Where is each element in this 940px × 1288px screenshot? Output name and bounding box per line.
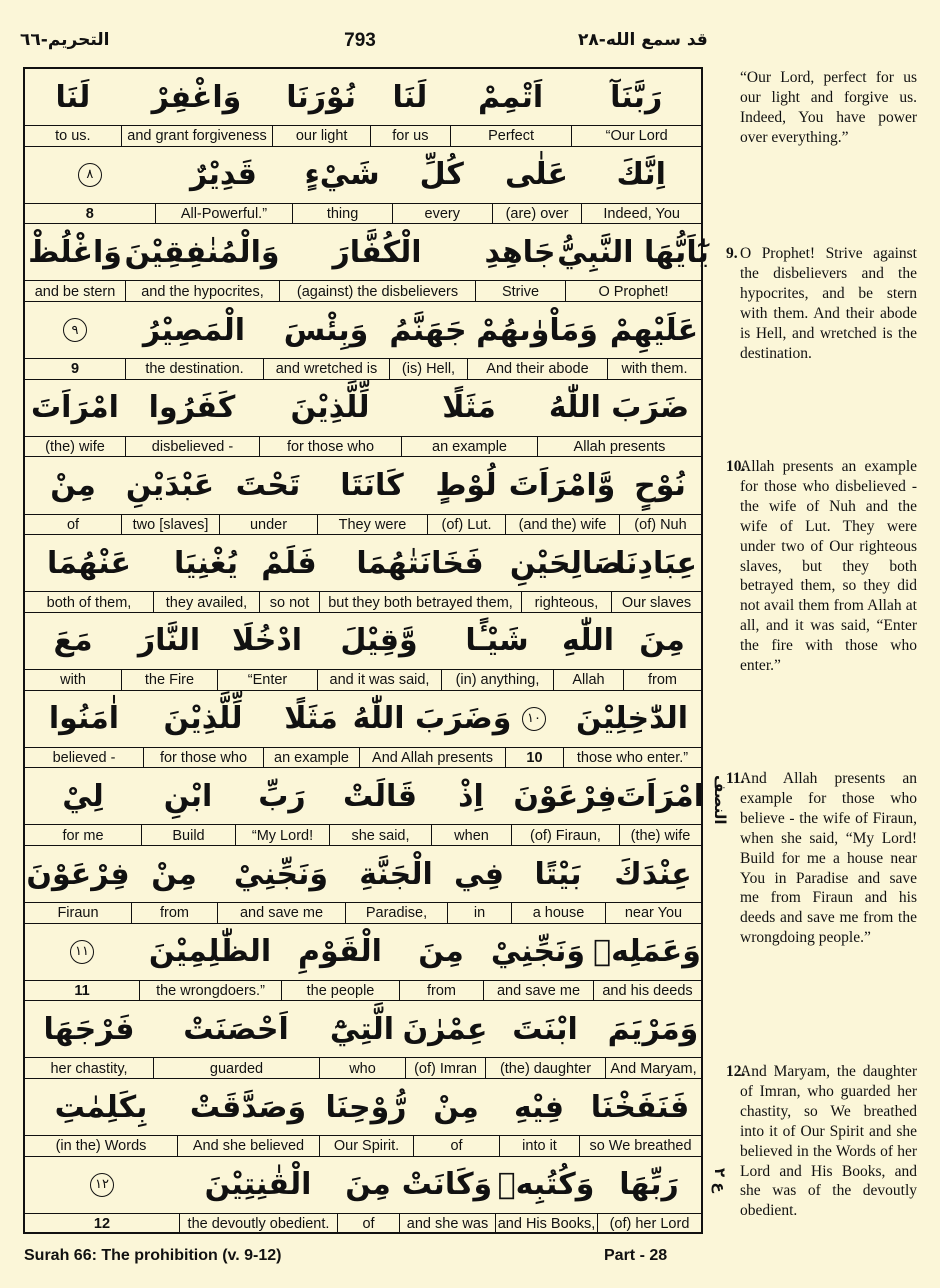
verse-number: 9. (726, 245, 738, 262)
arabic-word: الْجَنَّةِ (359, 856, 433, 892)
english-gloss: disbelieved - (125, 437, 259, 458)
arabic-word: لَنَا (392, 79, 428, 115)
arabic-word: الْقَوْمِ (298, 934, 382, 970)
english-gloss: And she believed (177, 1136, 319, 1157)
verse-end-marker: ١٠ (505, 691, 563, 747)
english-gloss: with (60, 672, 86, 689)
verse-number: 11. (726, 770, 745, 787)
english-gloss: And Allah presents (359, 748, 505, 769)
english-row (25, 902, 701, 924)
arabic-word: رَبَّنَآ (610, 79, 663, 115)
arabic-word: قَالَتْ (343, 778, 417, 814)
english-gloss: from (399, 981, 483, 1002)
arabic-word: مِنْ (433, 1089, 479, 1125)
grid-line (25, 302, 701, 380)
english-gloss: 11 (74, 983, 90, 1000)
arabic-word: مِنْ (151, 856, 197, 892)
word-by-word-grid (23, 67, 709, 1234)
page-number: 793 (344, 30, 376, 51)
grid-line (25, 458, 701, 536)
english-gloss: of (66, 516, 80, 533)
verse-end-marker: ٨ (25, 147, 155, 203)
arabic-word: بِكَلِمٰتِ (54, 1089, 148, 1125)
arabic-word: فَخَانَتٰهُمَا (356, 545, 484, 581)
grid-line (25, 224, 709, 302)
english-gloss: Strive (475, 281, 565, 302)
arabic-word: يٰٓاَيُّهَا النَّبِيُّ (557, 234, 709, 270)
english-gloss: “My Lord! (235, 825, 329, 846)
arabic-word: عِمْرٰنَ (402, 1011, 488, 1047)
english-gloss: the Fire (121, 670, 217, 691)
translation-text: And Maryam, the daughter of Imran, who guarded her chastity, so We breathed into it of Our Spirit and she believed in the Words of her Lord and His Books, and she was of the devoutly obedient. (740, 1063, 917, 1220)
grid-line (25, 846, 701, 924)
arabic-word: الْكُفَّارَ (332, 234, 422, 270)
english-gloss: Perfect (450, 126, 572, 147)
english-gloss: the wrongdoers.” (139, 981, 281, 1002)
grid-line (25, 691, 701, 769)
arabic-word: لِيْ (62, 778, 104, 814)
grid-line (25, 535, 701, 613)
english-gloss: near You (605, 903, 701, 924)
grid-line (25, 69, 701, 147)
translation-text: And Allah presents an example for those who believe - the wife of Firaun, when she said, “My Lord! Build for me a house near You in Paradise and save me from Firaun and his deeds and save me from the wrongdoing people.” (740, 770, 917, 947)
arabic-word: اِنَّكَ (616, 157, 666, 193)
english-gloss: so not (259, 592, 319, 613)
grid-line (25, 613, 701, 691)
verse-end-marker: ١١ (25, 924, 139, 980)
english-gloss: of (413, 1136, 499, 1157)
arabic-word: رَبِّهَا (619, 1167, 679, 1203)
english-gloss: (is) Hell, (389, 359, 467, 380)
english-gloss: for those who (143, 748, 263, 769)
english-gloss: (of) Firaun, (511, 825, 619, 846)
grid-line (25, 1001, 701, 1079)
arabic-word: الْمَصِيْرُ (142, 312, 246, 348)
arabic-word: الدّٰخِلِيْنَ (576, 701, 688, 737)
arabic-word: ضَرَبَ اللّٰهُ (548, 390, 690, 426)
arabic-word: مَثَلًا (284, 701, 338, 737)
arabic-word: وَّامْرَاَتَ (508, 468, 616, 503)
arabic-word: مَعَ (53, 623, 93, 659)
arabic-word: عِنْدَكَ (614, 856, 692, 892)
english-gloss: who (319, 1058, 405, 1079)
english-gloss: Firaun (57, 905, 99, 922)
header-surah-arabic: التحريم-٦٦ (20, 30, 110, 50)
english-gloss: Allah (553, 670, 623, 691)
english-row (25, 1213, 701, 1235)
english-gloss: and be stern (34, 283, 116, 300)
english-row (25, 1135, 701, 1157)
arabic-row (25, 1079, 701, 1135)
english-gloss: and she was (399, 1214, 495, 1235)
arabic-row (25, 846, 701, 902)
english-row (25, 591, 701, 613)
arabic-word: مِنَ (418, 934, 464, 970)
english-row (25, 514, 701, 536)
arabic-word: عِبَادِنَا (615, 545, 697, 581)
arabic-word: الْقٰنِتِيْنَ (204, 1167, 312, 1203)
arabic-word: قَدِيْرٌ (189, 157, 257, 193)
margin-half-marker: النصف (711, 775, 729, 825)
arabic-word: تَحْتَ (235, 468, 301, 503)
english-gloss: (the) wife (45, 439, 105, 456)
english-gloss: thing (292, 204, 392, 225)
english-row (25, 436, 701, 458)
translation-text: O Prophet! Strive against the disbelievers and the hypocrites, and be stern with them. And their abode is Hell, and wretched is the destination. (740, 245, 917, 362)
english-gloss: And Maryam, (605, 1058, 701, 1079)
english-gloss: 10 (505, 748, 563, 769)
english-gloss: (and the) wife (505, 515, 619, 536)
arabic-word: رُّوْحِنَا (325, 1089, 407, 1125)
arabic-word: وَبِئْسَ (283, 312, 369, 348)
arabic-word: رَبِّ (258, 778, 306, 814)
grid-line (25, 147, 701, 225)
arabic-word: ادْخُلَا (231, 623, 303, 659)
english-gloss: 8 (85, 206, 94, 223)
arabic-word: عَلَيْهِمْ (609, 312, 699, 348)
arabic-word: نُوْحٍ (634, 468, 686, 503)
arabic-word: مَثَلًا (442, 390, 496, 426)
arabic-word: اَحْصَنَتْ (183, 1011, 289, 1047)
english-gloss: but they both betrayed them, (319, 592, 521, 613)
arabic-word: فِرْعَوْنَ (513, 778, 617, 814)
english-row (25, 980, 701, 1002)
translation-12 (726, 1062, 917, 1221)
arabic-row (25, 69, 701, 125)
english-gloss: to us. (55, 128, 91, 145)
arabic-row (25, 302, 701, 358)
arabic-word: فِرْعَوْنَ (26, 856, 130, 892)
english-gloss: Our slaves (611, 592, 701, 613)
arabic-word: وَنَجِّنِيْ (233, 856, 329, 892)
arabic-row (25, 380, 701, 436)
english-gloss: Our Spirit. (319, 1136, 413, 1157)
grid-line (25, 1157, 701, 1235)
arabic-word: بَيْتًا (534, 856, 582, 892)
arabic-word: وَنَجِّنِيْ (490, 934, 586, 970)
english-row (25, 1057, 701, 1079)
english-gloss: Indeed, You (581, 204, 701, 225)
arabic-row (25, 691, 701, 747)
arabic-word: نُوْرَنَا (286, 79, 357, 115)
arabic-word: عَبْدَيْنِ (125, 468, 215, 503)
grid-line (25, 768, 704, 846)
english-gloss: (in) anything, (441, 670, 553, 691)
english-gloss: an example (401, 437, 537, 458)
verse-end-marker: ١٢ (25, 1157, 179, 1213)
translation-text: “Our Lord, perfect for us our light and forgive us. Indeed, You have power over everything.” (740, 69, 917, 146)
arabic-word: وَضَرَبَ اللّٰهُ (352, 701, 512, 737)
english-gloss: O Prophet! (565, 281, 701, 302)
english-gloss: every (392, 204, 492, 225)
english-gloss: her chastity, (50, 1060, 128, 1077)
arabic-word: فَلَمْ (261, 545, 317, 581)
arabic-row (25, 535, 701, 591)
arabic-word: لِّلَّذِيْنَ (163, 701, 243, 737)
english-gloss: They were (317, 515, 427, 536)
english-gloss: and his deeds (593, 981, 701, 1002)
footer-surah-info: Surah 66: The prohibition (v. 9-12) (24, 1247, 282, 1264)
english-gloss: 12 (93, 1216, 111, 1233)
english-gloss: the devoutly obedient. (179, 1214, 337, 1235)
arabic-word: عَلٰى (504, 157, 569, 193)
translation-9 (726, 244, 917, 363)
arabic-word: وَالْمُنٰفِقِيْنَ (124, 234, 280, 270)
arabic-word: امْرَاَتَ (616, 778, 704, 814)
arabic-word: وَمَاْوٰىهُمْ (476, 312, 598, 348)
arabic-word: لَنَا (55, 79, 91, 115)
arabic-word: وَّقِيْلَ (340, 623, 418, 659)
english-row (25, 203, 701, 225)
english-gloss: and grant forgiveness (121, 126, 273, 147)
english-gloss: Allah presents (537, 437, 701, 458)
english-gloss: of (337, 1214, 399, 1235)
arabic-word: وَصَدَّقَتْ (189, 1089, 307, 1125)
arabic-row (25, 768, 704, 824)
english-row (25, 125, 701, 147)
english-row (25, 824, 701, 846)
arabic-word: صَالِحَيْنِ (509, 545, 623, 581)
english-gloss: for me (62, 827, 104, 844)
english-gloss: And their abode (467, 359, 607, 380)
header-juz-arabic: قد سمع الله-٢٨ (578, 30, 708, 50)
english-gloss: and His Books, (495, 1214, 597, 1235)
english-gloss: (of) Lut. (427, 515, 505, 536)
english-gloss: righteous, (521, 592, 611, 613)
english-gloss: Paradise, (345, 903, 447, 924)
english-gloss: guarded (153, 1058, 319, 1079)
english-gloss: and save me (483, 981, 593, 1002)
english-gloss: and wretched is (263, 359, 389, 380)
english-gloss: she said, (329, 825, 431, 846)
english-gloss: and save me (217, 903, 345, 924)
english-gloss: in (447, 903, 511, 924)
margin-ruku-marker: ع ٢ (711, 1167, 729, 1193)
translation-8 (740, 68, 917, 148)
arabic-word: ابْنِ (163, 778, 213, 814)
arabic-word: اللّٰهِ (562, 623, 614, 659)
english-gloss: believed - (52, 749, 116, 766)
arabic-word: شَيْـًٔا (465, 623, 529, 659)
arabic-word: النَّارَ (137, 623, 201, 659)
english-gloss: into it (499, 1136, 579, 1157)
verse-number: 10. (726, 458, 746, 475)
verse-number: 12. (726, 1063, 746, 1080)
arabic-word: كَانَتَا (340, 468, 404, 503)
english-gloss: when (431, 825, 511, 846)
english-gloss: for us (370, 126, 450, 147)
arabic-row (25, 458, 701, 514)
arabic-word: امْرَاَتَ (31, 390, 119, 426)
arabic-word: اٰمَنُوا (48, 701, 120, 737)
english-gloss: (of) her Lord (597, 1214, 701, 1235)
arabic-row (25, 147, 701, 203)
english-gloss: (against) the disbelievers (279, 281, 475, 302)
arabic-row (25, 224, 709, 280)
english-gloss: (in the) Words (55, 1138, 147, 1155)
english-gloss: the destination. (125, 359, 263, 380)
english-gloss: “Our Lord (571, 126, 701, 147)
english-gloss: a house (511, 903, 605, 924)
footer-part: Part - 28 (604, 1247, 668, 1264)
english-gloss: they availed, (153, 592, 259, 613)
arabic-word: الظّٰلِمِيْنَ (148, 934, 272, 970)
translation-text: Allah presents an example for those who disbelieved - the wife of Nuh and the wife of Lut. They were under two of Our righteous slaves, but they both betrayed them, so they did not avail them from Allah at all, and it was said, “Enter the fire with those who enter.” (740, 458, 917, 675)
arabic-word: لِّلَّذِيْنَ (290, 390, 370, 426)
arabic-word: لُوْطٍ (435, 468, 497, 503)
english-gloss: from (623, 670, 701, 691)
english-gloss: both of them, (46, 594, 132, 611)
arabic-row (25, 924, 701, 980)
arabic-word: فِيْهِ (513, 1089, 565, 1125)
english-gloss: our light (272, 126, 370, 147)
english-gloss: 9 (70, 361, 80, 378)
english-gloss: and it was said, (317, 670, 441, 691)
arabic-word: وَعَمَلِهٖ (593, 934, 701, 970)
arabic-word: كَفَرُوا (148, 390, 236, 426)
english-gloss: those who enter.” (563, 748, 701, 769)
arabic-row (25, 1157, 701, 1213)
arabic-word: اَتْمِمْ (477, 79, 544, 115)
english-gloss: for those who (259, 437, 401, 458)
arabic-word: فِي (454, 856, 504, 892)
english-gloss: and the hypocrites, (125, 281, 279, 302)
arabic-word: عَنْهُمَا (47, 545, 131, 581)
arabic-word: اِذْ (458, 778, 484, 814)
arabic-word: جَاهِدِ (484, 234, 556, 270)
arabic-word: جَهَنَّمُ (389, 312, 467, 348)
grid-line (25, 1079, 701, 1157)
arabic-word: مِنْ (50, 468, 96, 503)
english-gloss: with them. (607, 359, 701, 380)
arabic-word: وَاغْفِرْ (151, 79, 242, 115)
english-gloss: Build (141, 825, 235, 846)
english-gloss: (are) over (492, 204, 582, 225)
translation-10 (726, 457, 917, 676)
arabic-word: ابْنَتَ (512, 1011, 578, 1047)
english-gloss: (of) Imran (405, 1058, 485, 1079)
verse-end-marker: ٩ (25, 302, 125, 358)
arabic-word: شَيْءٍ (304, 157, 380, 193)
english-row (25, 358, 701, 380)
english-gloss: (the) wife (619, 825, 701, 846)
arabic-word: وَاغْلُظْ (28, 234, 122, 270)
arabic-word: فَنَفَخْنَا (590, 1089, 690, 1125)
arabic-word: الَّتِيْٓ (329, 1011, 395, 1047)
english-row (25, 280, 701, 302)
english-gloss: (of) Nuh (619, 515, 701, 536)
arabic-word: فَرْجَهَا (43, 1011, 135, 1047)
arabic-word: وَكُتُبِهٖ (497, 1167, 595, 1203)
grid-line (25, 380, 701, 458)
arabic-word: وَكَانَتْ (401, 1167, 493, 1203)
arabic-word: مِنَ (639, 623, 685, 659)
grid-line (25, 924, 701, 1002)
arabic-word: وَمَرْيَمَ (607, 1011, 699, 1047)
english-row (25, 669, 701, 691)
arabic-word: مِنَ (345, 1167, 391, 1203)
english-gloss: under (219, 515, 317, 536)
english-gloss: from (131, 903, 217, 924)
arabic-row (25, 1001, 701, 1057)
arabic-row (25, 613, 701, 669)
english-gloss: (the) daughter (485, 1058, 605, 1079)
english-gloss: “Enter (217, 670, 317, 691)
english-gloss: an example (263, 748, 359, 769)
arabic-word: كُلِّ (419, 157, 464, 193)
english-gloss: the people (281, 981, 399, 1002)
english-gloss: All-Powerful.” (155, 204, 293, 225)
english-gloss: so We breathed (579, 1136, 701, 1157)
arabic-word: يُغْنِيَا (174, 545, 238, 581)
translation-11 (726, 769, 917, 948)
english-gloss: two [slaves] (121, 515, 219, 536)
english-row (25, 747, 701, 769)
